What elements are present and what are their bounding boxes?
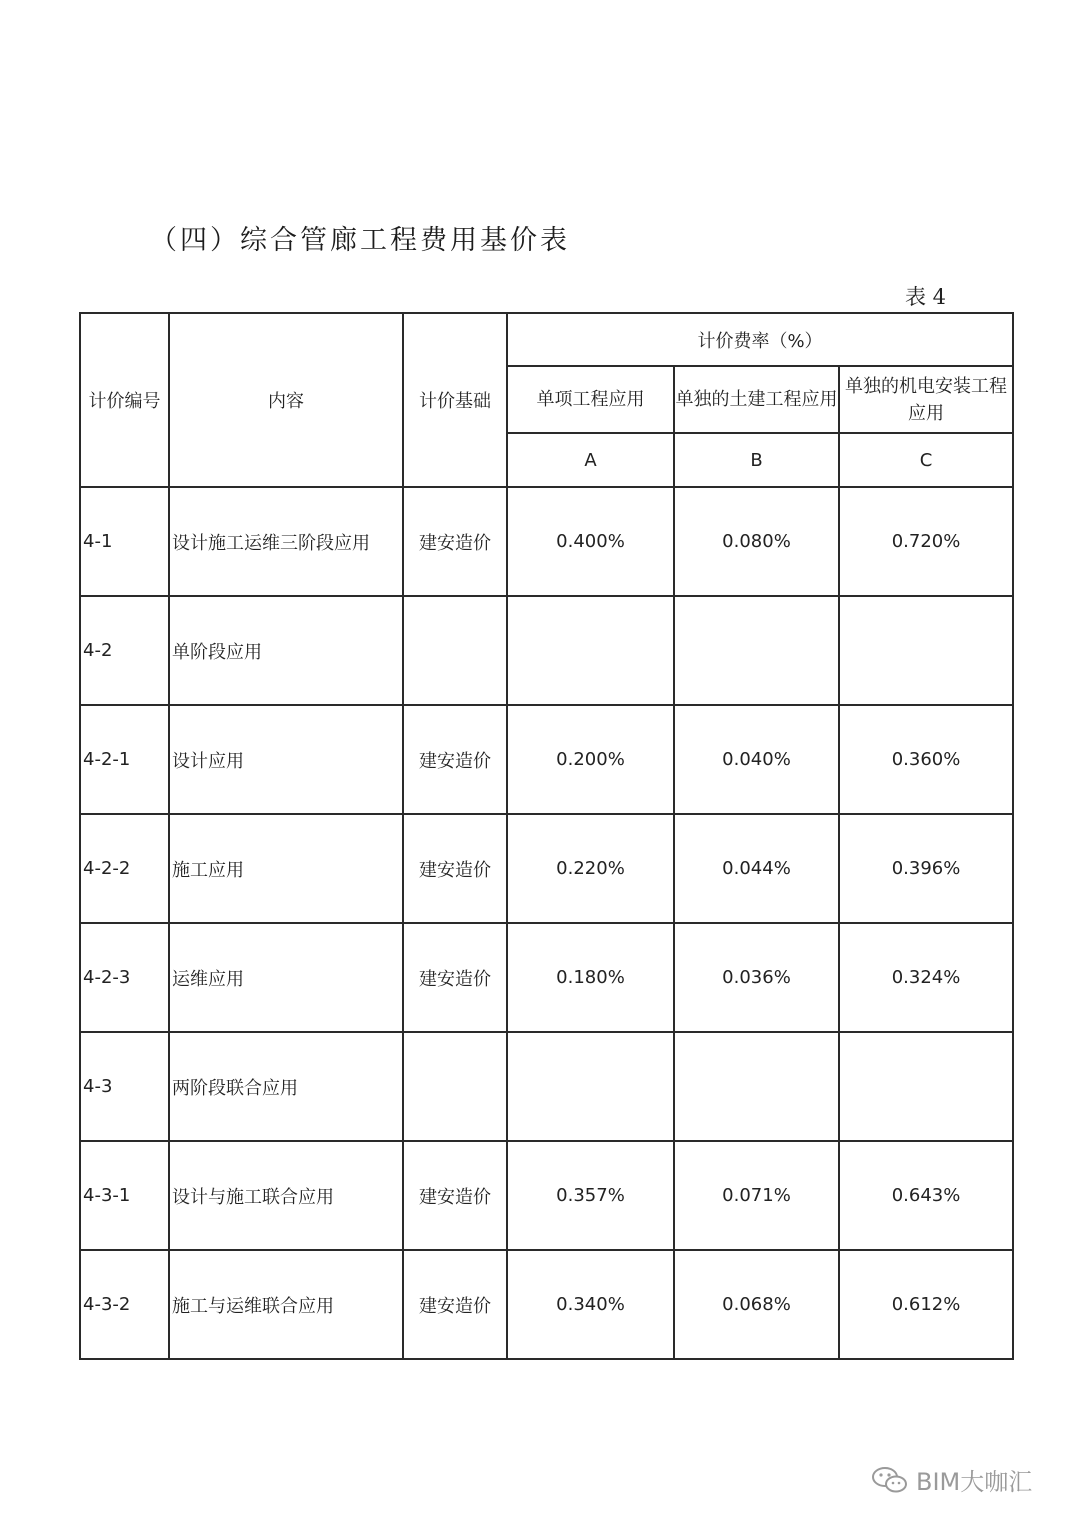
row-basis: 建安造价: [403, 923, 507, 1032]
table-row: [80, 487, 1013, 596]
row-rate-a: 0.340%: [507, 1250, 674, 1359]
row-rate-c: 0.612%: [839, 1250, 1013, 1359]
row-rate-a: 0.400%: [507, 487, 674, 596]
header-letter-c: C: [839, 433, 1013, 487]
table-row: [80, 923, 1013, 1032]
row-rate-a: 0.200%: [507, 705, 674, 814]
row-rate-b: [674, 1032, 839, 1141]
row-code: 4-2-2: [80, 814, 169, 923]
table-row: [80, 814, 1013, 923]
wechat-icon: [870, 1465, 910, 1495]
row-content: 施工与运维联合应用: [169, 1250, 403, 1359]
row-rate-a: 0.357%: [507, 1141, 674, 1250]
table-row: [80, 596, 1013, 705]
row-rate-c: 0.720%: [839, 487, 1013, 596]
row-content: 单阶段应用: [169, 596, 403, 705]
row-basis: 建安造价: [403, 814, 507, 923]
row-content: 施工应用: [169, 814, 403, 923]
row-code: 4-3-1: [80, 1141, 169, 1250]
row-rate-c: 0.360%: [839, 705, 1013, 814]
row-content: 运维应用: [169, 923, 403, 1032]
row-code: 4-1: [80, 487, 169, 596]
header-col-c: 单独的机电安装工程应用: [839, 366, 1013, 433]
header-code: 计价编号: [80, 313, 169, 487]
row-content: 设计应用: [169, 705, 403, 814]
row-code: 4-2-3: [80, 923, 169, 1032]
row-basis: 建安造价: [403, 1141, 507, 1250]
row-rate-b: 0.080%: [674, 487, 839, 596]
row-rate-c: [839, 1032, 1013, 1141]
page-title: （四）综合管廊工程费用基价表: [150, 225, 570, 256]
row-content: 设计与施工联合应用: [169, 1141, 403, 1250]
watermark-text: BIM大咖汇: [916, 1468, 1033, 1496]
row-rate-a: 0.180%: [507, 923, 674, 1032]
header-letter-b: B: [674, 433, 839, 487]
row-code: 4-3-2: [80, 1250, 169, 1359]
header-content: 内容: [169, 313, 403, 487]
fee-table: [79, 312, 1014, 1360]
row-basis: 建安造价: [403, 705, 507, 814]
header-basis: 计价基础: [403, 313, 507, 487]
row-rate-a: 0.220%: [507, 814, 674, 923]
row-code: 4-2-1: [80, 705, 169, 814]
row-rate-c: 0.643%: [839, 1141, 1013, 1250]
header-col-b: 单独的土建工程应用: [674, 366, 839, 433]
row-rate-b: [674, 596, 839, 705]
row-basis: [403, 1032, 507, 1141]
header-col-a: 单项工程应用: [507, 366, 674, 433]
row-rate-b: 0.036%: [674, 923, 839, 1032]
row-rate-b: 0.071%: [674, 1141, 839, 1250]
header-rate-group: 计价费率（%）: [507, 313, 1013, 366]
row-content: 两阶段联合应用: [169, 1032, 403, 1141]
row-basis: 建安造价: [403, 487, 507, 596]
row-rate-c: [839, 596, 1013, 705]
table-row: [80, 705, 1013, 814]
row-content: 设计施工运维三阶段应用: [169, 487, 403, 596]
row-code: 4-3: [80, 1032, 169, 1141]
header-row-1: [80, 313, 1013, 366]
row-rate-b: 0.068%: [674, 1250, 839, 1359]
row-basis: 建安造价: [403, 1250, 507, 1359]
row-rate-a: [507, 596, 674, 705]
row-rate-c: 0.324%: [839, 923, 1013, 1032]
watermark: [870, 1462, 1032, 1497]
row-code: 4-2: [80, 596, 169, 705]
row-rate-b: 0.044%: [674, 814, 839, 923]
row-rate-c: 0.396%: [839, 814, 1013, 923]
table-row: [80, 1032, 1013, 1141]
table-number: 表 4: [905, 285, 947, 309]
table-row: [80, 1250, 1013, 1359]
row-basis: [403, 596, 507, 705]
row-rate-b: 0.040%: [674, 705, 839, 814]
table-row: [80, 1141, 1013, 1250]
header-letter-a: A: [507, 433, 674, 487]
row-rate-a: [507, 1032, 674, 1141]
